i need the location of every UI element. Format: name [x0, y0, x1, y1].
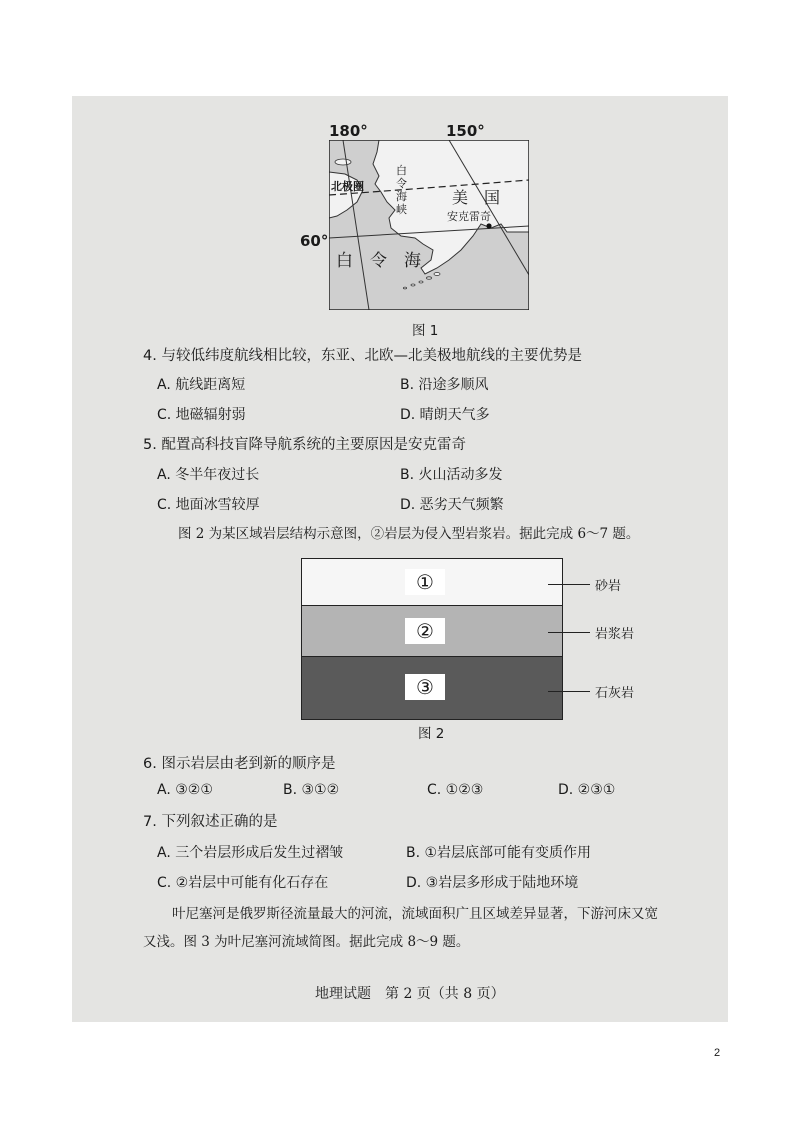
question-6-stem: 6. 图示岩层由老到新的顺序是 — [143, 756, 336, 772]
question-7-option-c: C. ②岩层中可能有化石存在 — [157, 875, 329, 891]
layer-2-number: ② — [405, 618, 445, 644]
question-5-option-a: A. 冬半年夜过长 — [157, 467, 260, 483]
map-strait-char: 海 — [396, 190, 407, 203]
figure1-caption: 图 1 — [412, 323, 439, 339]
question-6-option-d: D. ②③① — [558, 782, 616, 798]
question-4-stem: 4. 与较低纬度航线相比较，东亚、北欧—北美极地航线的主要优势是 — [143, 348, 582, 364]
layer-1-number: ① — [405, 569, 445, 595]
layer-3-rock-label: 石灰岩 — [595, 686, 635, 701]
figure3-intro-line2: 又浅。图 3 为叶尼塞河流域简图。据此完成 8～9 题。 — [143, 934, 470, 950]
question-4-option-d: D. 晴朗天气多 — [400, 407, 490, 423]
layer-2-leader — [548, 632, 590, 633]
map-strait-char: 令 — [396, 177, 407, 190]
map-lat-label: 60° — [300, 232, 329, 250]
layer-1-leader — [548, 584, 590, 585]
map-country-label: 美 国 — [452, 188, 501, 207]
question-4-option-b: B. 沿途多顺风 — [400, 377, 489, 393]
question-7-option-a: A. 三个岩层形成后发生过褶皱 — [157, 845, 344, 861]
map-strait-char: 峡 — [396, 203, 407, 216]
page-footer: 地理试题 第 2 页（共 8 页） — [315, 986, 505, 1002]
wrangel-island — [335, 159, 351, 165]
layer-2 — [302, 606, 562, 657]
layer-1-rock-label: 砂岩 — [595, 579, 622, 594]
layer-2-rock-label: 岩浆岩 — [595, 627, 635, 642]
question-6-option-b: B. ③①② — [283, 782, 340, 798]
figure2-intro: 图 2 为某区域岩层结构示意图，②岩层为侵入型岩浆岩。据此完成 6～7 题。 — [178, 526, 640, 542]
question-7-stem: 7. 下列叙述正确的是 — [143, 814, 278, 830]
page-number: 2 — [714, 1047, 721, 1059]
question-5-stem: 5. 配置高科技盲降导航系统的主要原因是安克雷奇 — [143, 437, 466, 453]
figure3-intro-line1: 叶尼塞河是俄罗斯径流量最大的河流，流域面积广且区域差异显著，下游河床又宽 — [172, 906, 658, 922]
question-6-option-c: C. ①②③ — [427, 782, 484, 798]
figure2-caption: 图 2 — [418, 726, 445, 742]
question-4-option-a: A. 航线距离短 — [157, 377, 246, 393]
map-lon-right: 150° — [446, 122, 485, 140]
question-5-option-d: D. 恶劣天气频繁 — [400, 497, 504, 513]
layer-3 — [302, 657, 562, 719]
map-sea-label: 白 令 海 — [336, 251, 421, 271]
question-7-option-b: B. ①岩层底部可能有变质作用 — [406, 845, 592, 861]
question-5-option-c: C. 地面冰雪较厚 — [157, 497, 260, 513]
question-6-option-a: A. ③②① — [157, 782, 213, 798]
layer-1 — [302, 559, 562, 606]
question-4-option-c: C. 地磁辐射弱 — [157, 407, 246, 423]
figure2-strata — [301, 558, 563, 720]
map-lon-left: 180° — [329, 122, 368, 140]
layer-3-leader — [548, 691, 590, 692]
layer-3-number: ③ — [405, 674, 445, 700]
figure1-map — [329, 140, 529, 310]
question-5-option-b: B. 火山活动多发 — [400, 467, 503, 483]
question-7-option-d: D. ③岩层多形成于陆地环境 — [406, 875, 579, 891]
map-arctic-circle-label: 北极圈 — [331, 180, 364, 193]
anchorage-dot — [486, 223, 491, 228]
map-strait-char: 白 — [396, 164, 407, 177]
map-city-label: 安克雷奇 — [447, 210, 491, 223]
